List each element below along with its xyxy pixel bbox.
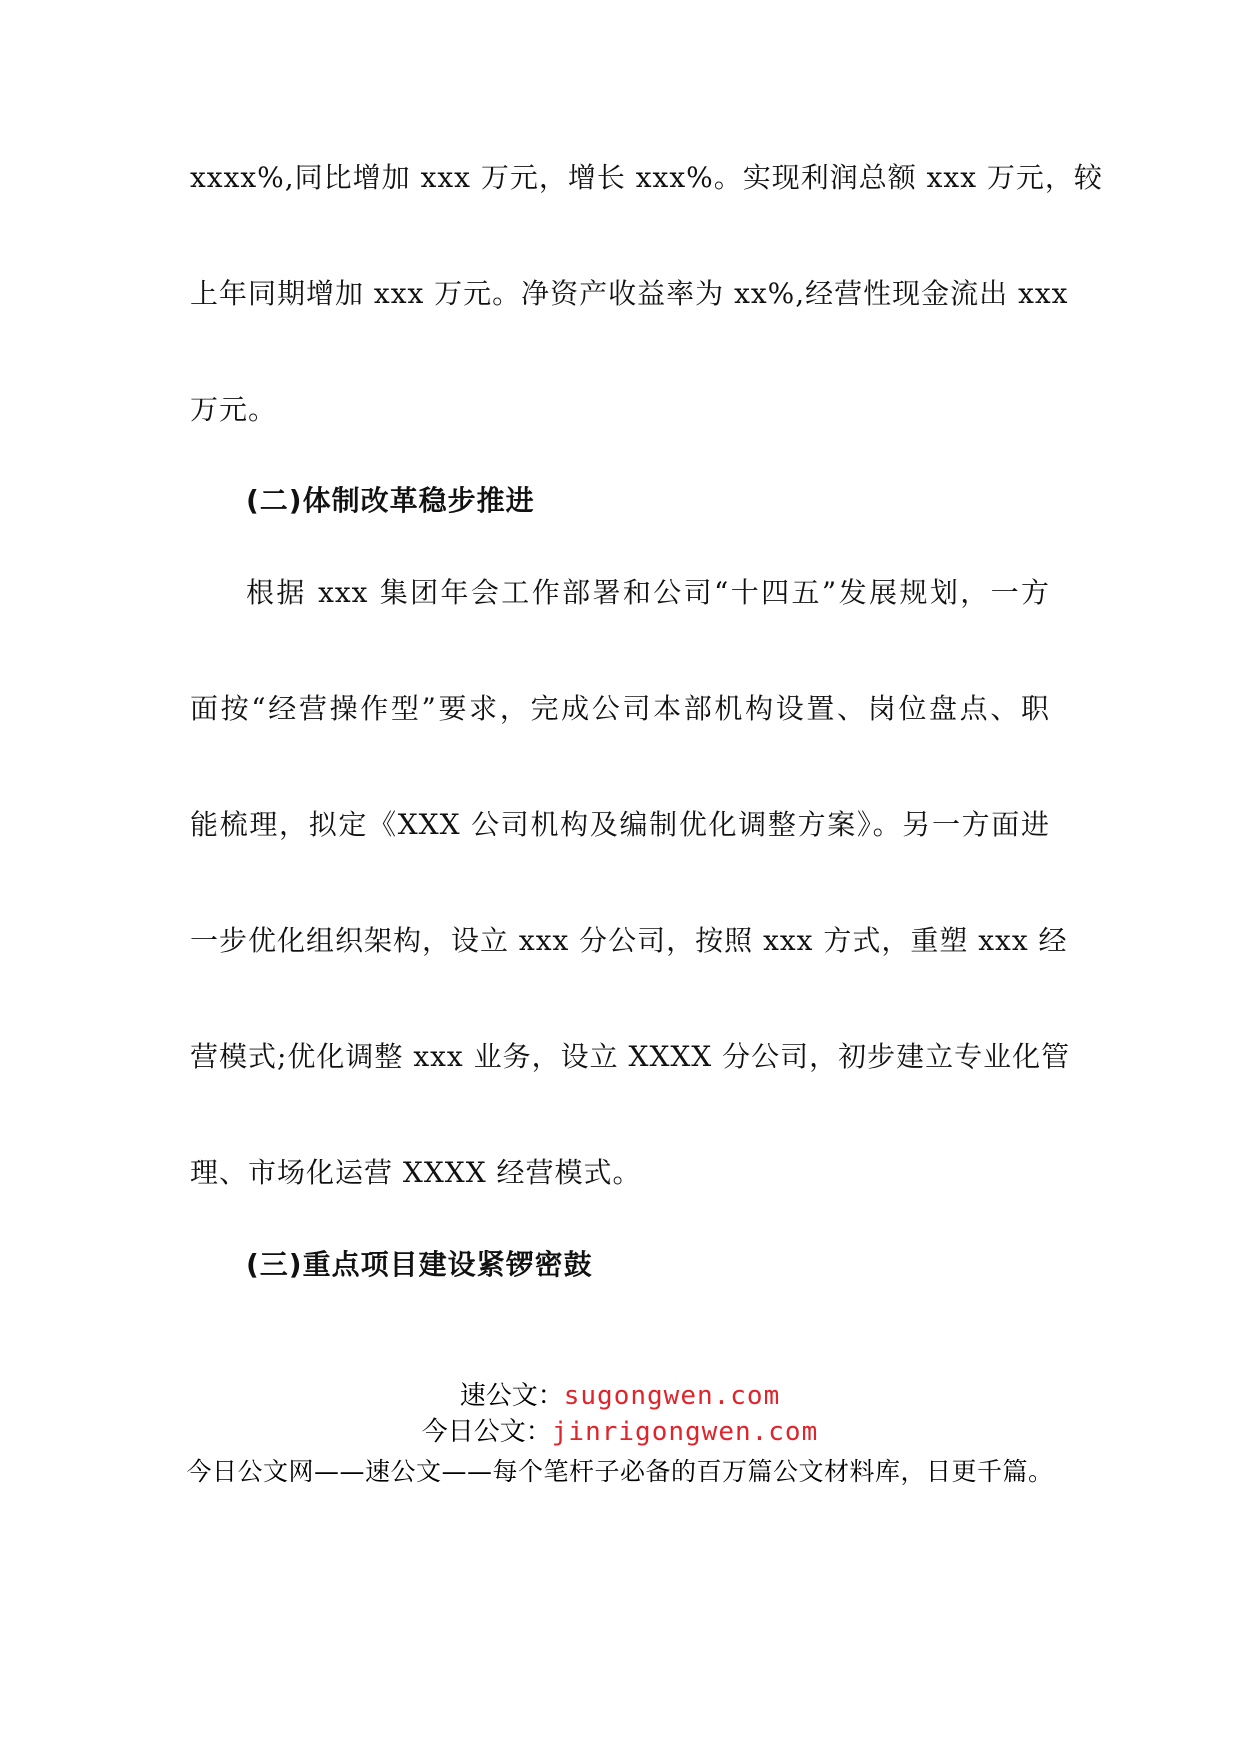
section-heading: (二)体制改革稳步推进 — [246, 484, 535, 517]
footer-label: 速公文： — [459, 1381, 564, 1411]
footer-label: 今日公文： — [421, 1417, 552, 1447]
footer-tagline: 今日公文网——速公文——每个笔杆子必备的百万篇公文材料库，日更千篇。 — [186, 1457, 1054, 1486]
paragraph-line: 能梳理，拟定《XXX 公司机构及编制优化调整方案》。另一方面进 — [190, 808, 1050, 841]
section-heading: (三)重点项目建设紧锣密鼓 — [246, 1248, 593, 1281]
paragraph-line: 万元。 — [190, 393, 278, 426]
paragraph-line: 营模式;优化调整 xxx 业务，设立 XXXX 分公司，初步建立专业化管 — [190, 1040, 1071, 1073]
footer-link-jinrigongwen[interactable]: jinrigongwen.com — [551, 1417, 819, 1447]
paragraph-line: 理、市场化运营 XXXX 经营模式。 — [190, 1156, 642, 1189]
footer-line-sugongwen — [0, 1378, 1240, 1414]
paragraph-line: 面按“经营操作型”要求，完成公司本部机构设置、岗位盘点、职 — [190, 692, 1050, 725]
paragraph-line: 根据 xxx 集团年会工作部署和公司“十四五”发展规划，一方 — [246, 576, 1050, 609]
paragraph-line: 上年同期增加 xxx 万元。净资产收益率为 xx%,经营性现金流出 xxx — [190, 277, 1069, 310]
paragraph-line: xxxx%,同比增加 xxx 万元，增长 xxx%。实现利润总额 xxx 万元，较 — [190, 161, 1103, 194]
footer-link-sugongwen[interactable]: sugongwen.com — [563, 1381, 781, 1411]
paragraph-line: 一步优化组织架构，设立 xxx 分公司，按照 xxx 方式，重塑 xxx 经 — [190, 924, 1068, 957]
footer-line-jinrigongwen — [0, 1414, 1240, 1450]
